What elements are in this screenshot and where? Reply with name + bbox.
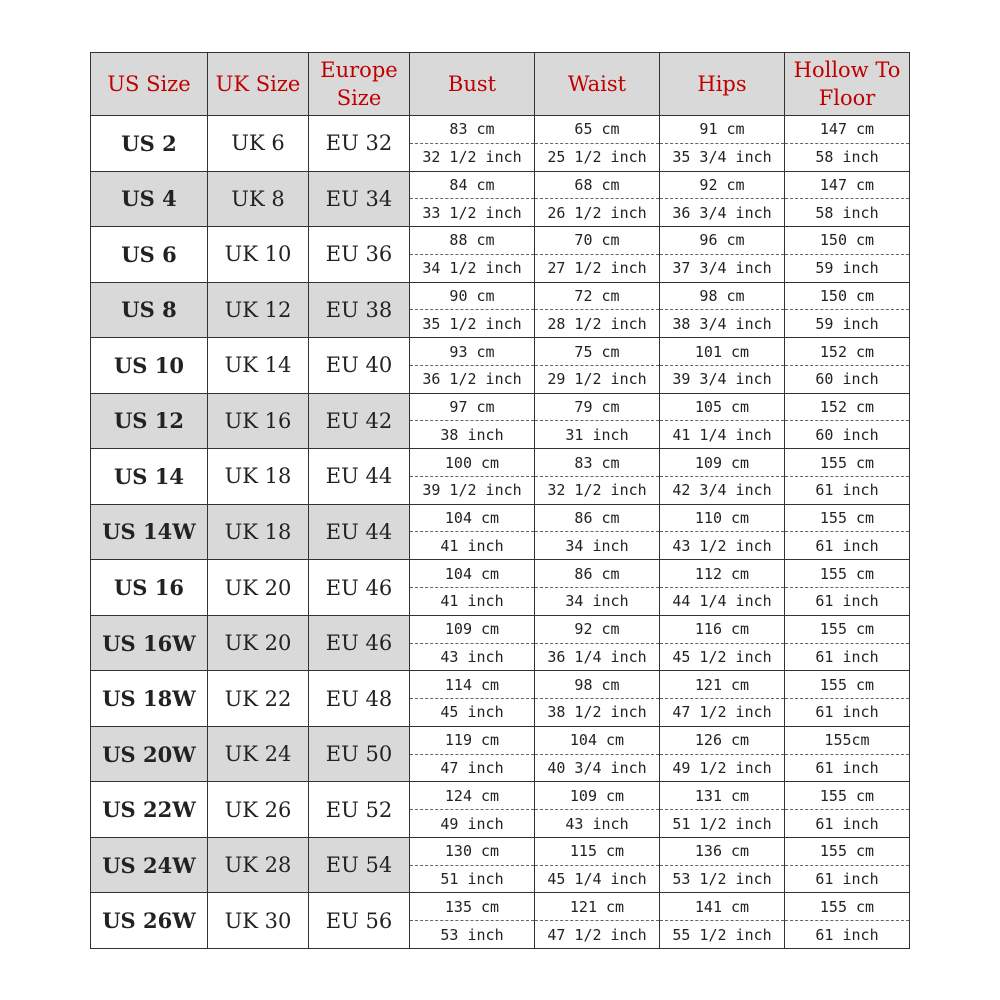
hollow-to-floor-inch-cell: 60 inch: [785, 421, 910, 449]
uk-size-cell: UK 30: [208, 893, 309, 949]
size-row: [91, 726, 910, 754]
size-chart-table: [90, 52, 910, 949]
hollow-to-floor-cm-cell: 152 cm: [785, 338, 910, 366]
hollow-to-floor-inch-cell: 61 inch: [785, 810, 910, 838]
bust-cm-cell: 83 cm: [410, 116, 535, 144]
size-row: [91, 116, 910, 144]
waist-inch-cell: 36 1/4 inch: [535, 643, 660, 671]
size-row: [91, 171, 910, 199]
size-row: [91, 227, 910, 255]
hollow-to-floor-inch-cell: 61 inch: [785, 921, 910, 949]
uk-size-cell: UK 18: [208, 504, 309, 560]
eu-size-cell: EU 34: [309, 171, 410, 227]
uk-size-cell: UK 10: [208, 227, 309, 283]
hollow-to-floor-cm-cell: 155 cm: [785, 615, 910, 643]
waist-inch-cell: 40 3/4 inch: [535, 754, 660, 782]
hips-cm-cell: 116 cm: [660, 615, 785, 643]
header-us-size: US Size: [91, 53, 208, 116]
us-size-cell: US 20W: [91, 726, 208, 782]
us-size-cell: US 2: [91, 116, 208, 172]
hips-inch-cell: 35 3/4 inch: [660, 143, 785, 171]
hollow-to-floor-inch-cell: 61 inch: [785, 865, 910, 893]
us-size-cell: US 8: [91, 282, 208, 338]
bust-cm-cell: 93 cm: [410, 338, 535, 366]
header-row: [91, 53, 910, 116]
bust-cm-cell: 130 cm: [410, 837, 535, 865]
hips-inch-cell: 37 3/4 inch: [660, 254, 785, 282]
header-europe-size: Europe Size: [309, 53, 410, 116]
hollow-to-floor-cm-cell: 155 cm: [785, 560, 910, 588]
hips-inch-cell: 42 3/4 inch: [660, 476, 785, 504]
bust-cm-cell: 104 cm: [410, 504, 535, 532]
hips-cm-cell: 126 cm: [660, 726, 785, 754]
hollow-to-floor-cm-cell: 155cm: [785, 726, 910, 754]
hollow-to-floor-cm-cell: 155 cm: [785, 837, 910, 865]
uk-size-cell: UK 14: [208, 338, 309, 394]
hips-cm-cell: 96 cm: [660, 227, 785, 255]
waist-cm-cell: 65 cm: [535, 116, 660, 144]
waist-cm-cell: 72 cm: [535, 282, 660, 310]
waist-inch-cell: 34 inch: [535, 532, 660, 560]
us-size-cell: US 10: [91, 338, 208, 394]
bust-cm-cell: 97 cm: [410, 393, 535, 421]
eu-size-cell: EU 32: [309, 116, 410, 172]
eu-size-cell: EU 42: [309, 393, 410, 449]
hollow-to-floor-inch-cell: 60 inch: [785, 365, 910, 393]
hips-cm-cell: 131 cm: [660, 782, 785, 810]
waist-cm-cell: 75 cm: [535, 338, 660, 366]
uk-size-cell: UK 18: [208, 449, 309, 505]
bust-inch-cell: 39 1/2 inch: [410, 476, 535, 504]
hips-inch-cell: 39 3/4 inch: [660, 365, 785, 393]
hips-cm-cell: 136 cm: [660, 837, 785, 865]
bust-inch-cell: 43 inch: [410, 643, 535, 671]
bust-inch-cell: 32 1/2 inch: [410, 143, 535, 171]
hips-inch-cell: 41 1/4 inch: [660, 421, 785, 449]
us-size-cell: US 24W: [91, 837, 208, 893]
bust-inch-cell: 51 inch: [410, 865, 535, 893]
hips-inch-cell: 53 1/2 inch: [660, 865, 785, 893]
hips-cm-cell: 121 cm: [660, 671, 785, 699]
hips-inch-cell: 55 1/2 inch: [660, 921, 785, 949]
hollow-to-floor-inch-cell: 61 inch: [785, 532, 910, 560]
bust-cm-cell: 135 cm: [410, 893, 535, 921]
eu-size-cell: EU 38: [309, 282, 410, 338]
eu-size-cell: EU 40: [309, 338, 410, 394]
bust-cm-cell: 84 cm: [410, 171, 535, 199]
hollow-to-floor-cm-cell: 150 cm: [785, 282, 910, 310]
us-size-cell: US 26W: [91, 893, 208, 949]
waist-inch-cell: 38 1/2 inch: [535, 699, 660, 727]
bust-cm-cell: 100 cm: [410, 449, 535, 477]
hollow-to-floor-cm-cell: 150 cm: [785, 227, 910, 255]
eu-size-cell: EU 46: [309, 560, 410, 616]
eu-size-cell: EU 36: [309, 227, 410, 283]
bust-inch-cell: 41 inch: [410, 532, 535, 560]
hips-inch-cell: 51 1/2 inch: [660, 810, 785, 838]
hollow-to-floor-inch-cell: 61 inch: [785, 476, 910, 504]
waist-cm-cell: 109 cm: [535, 782, 660, 810]
hollow-to-floor-cm-cell: 155 cm: [785, 671, 910, 699]
waist-inch-cell: 34 inch: [535, 588, 660, 616]
hips-inch-cell: 43 1/2 inch: [660, 532, 785, 560]
us-size-cell: US 22W: [91, 782, 208, 838]
waist-inch-cell: 45 1/4 inch: [535, 865, 660, 893]
waist-cm-cell: 121 cm: [535, 893, 660, 921]
hips-cm-cell: 112 cm: [660, 560, 785, 588]
eu-size-cell: EU 44: [309, 449, 410, 505]
waist-inch-cell: 26 1/2 inch: [535, 199, 660, 227]
waist-cm-cell: 104 cm: [535, 726, 660, 754]
hips-inch-cell: 47 1/2 inch: [660, 699, 785, 727]
hips-cm-cell: 109 cm: [660, 449, 785, 477]
us-size-cell: US 16: [91, 560, 208, 616]
bust-cm-cell: 90 cm: [410, 282, 535, 310]
bust-inch-cell: 47 inch: [410, 754, 535, 782]
hollow-to-floor-cm-cell: 155 cm: [785, 504, 910, 532]
size-row: [91, 560, 910, 588]
table-body: [91, 116, 910, 949]
bust-cm-cell: 104 cm: [410, 560, 535, 588]
size-row: [91, 504, 910, 532]
waist-cm-cell: 86 cm: [535, 560, 660, 588]
us-size-cell: US 14W: [91, 504, 208, 560]
header-hollow-to-floor: Hollow To Floor: [785, 53, 910, 116]
us-size-cell: US 6: [91, 227, 208, 283]
hollow-to-floor-inch-cell: 61 inch: [785, 754, 910, 782]
waist-inch-cell: 27 1/2 inch: [535, 254, 660, 282]
us-size-cell: US 16W: [91, 615, 208, 671]
size-row: [91, 615, 910, 643]
bust-cm-cell: 109 cm: [410, 615, 535, 643]
waist-cm-cell: 83 cm: [535, 449, 660, 477]
hollow-to-floor-inch-cell: 59 inch: [785, 310, 910, 338]
size-row: [91, 782, 910, 810]
hips-cm-cell: 141 cm: [660, 893, 785, 921]
eu-size-cell: EU 54: [309, 837, 410, 893]
waist-cm-cell: 79 cm: [535, 393, 660, 421]
bust-inch-cell: 53 inch: [410, 921, 535, 949]
waist-cm-cell: 92 cm: [535, 615, 660, 643]
hollow-to-floor-inch-cell: 58 inch: [785, 199, 910, 227]
header-bust: Bust: [410, 53, 535, 116]
bust-inch-cell: 33 1/2 inch: [410, 199, 535, 227]
eu-size-cell: EU 46: [309, 615, 410, 671]
hips-inch-cell: 36 3/4 inch: [660, 199, 785, 227]
waist-cm-cell: 98 cm: [535, 671, 660, 699]
bust-inch-cell: 49 inch: [410, 810, 535, 838]
hips-cm-cell: 105 cm: [660, 393, 785, 421]
uk-size-cell: UK 16: [208, 393, 309, 449]
size-row: [91, 893, 910, 921]
bust-inch-cell: 35 1/2 inch: [410, 310, 535, 338]
hollow-to-floor-inch-cell: 61 inch: [785, 588, 910, 616]
size-row: [91, 671, 910, 699]
hips-inch-cell: 45 1/2 inch: [660, 643, 785, 671]
hips-cm-cell: 110 cm: [660, 504, 785, 532]
waist-inch-cell: 32 1/2 inch: [535, 476, 660, 504]
eu-size-cell: EU 56: [309, 893, 410, 949]
waist-inch-cell: 43 inch: [535, 810, 660, 838]
hollow-to-floor-inch-cell: 61 inch: [785, 699, 910, 727]
hollow-to-floor-inch-cell: 58 inch: [785, 143, 910, 171]
hips-cm-cell: 101 cm: [660, 338, 785, 366]
waist-cm-cell: 70 cm: [535, 227, 660, 255]
hollow-to-floor-cm-cell: 155 cm: [785, 893, 910, 921]
uk-size-cell: UK 20: [208, 615, 309, 671]
uk-size-cell: UK 26: [208, 782, 309, 838]
us-size-cell: US 12: [91, 393, 208, 449]
uk-size-cell: UK 12: [208, 282, 309, 338]
bust-inch-cell: 45 inch: [410, 699, 535, 727]
uk-size-cell: UK 20: [208, 560, 309, 616]
size-row: [91, 282, 910, 310]
hollow-to-floor-cm-cell: 147 cm: [785, 171, 910, 199]
uk-size-cell: UK 6: [208, 116, 309, 172]
eu-size-cell: EU 48: [309, 671, 410, 727]
eu-size-cell: EU 44: [309, 504, 410, 560]
hollow-to-floor-cm-cell: 147 cm: [785, 116, 910, 144]
bust-inch-cell: 41 inch: [410, 588, 535, 616]
header-waist: Waist: [535, 53, 660, 116]
us-size-cell: US 14: [91, 449, 208, 505]
uk-size-cell: UK 28: [208, 837, 309, 893]
uk-size-cell: UK 22: [208, 671, 309, 727]
hollow-to-floor-inch-cell: 61 inch: [785, 643, 910, 671]
waist-inch-cell: 31 inch: [535, 421, 660, 449]
bust-inch-cell: 34 1/2 inch: [410, 254, 535, 282]
hips-inch-cell: 38 3/4 inch: [660, 310, 785, 338]
uk-size-cell: UK 8: [208, 171, 309, 227]
hollow-to-floor-inch-cell: 59 inch: [785, 254, 910, 282]
uk-size-cell: UK 24: [208, 726, 309, 782]
size-row: [91, 338, 910, 366]
hips-inch-cell: 44 1/4 inch: [660, 588, 785, 616]
waist-cm-cell: 86 cm: [535, 504, 660, 532]
bust-cm-cell: 124 cm: [410, 782, 535, 810]
hollow-to-floor-cm-cell: 155 cm: [785, 782, 910, 810]
waist-inch-cell: 47 1/2 inch: [535, 921, 660, 949]
header-hips: Hips: [660, 53, 785, 116]
hips-cm-cell: 92 cm: [660, 171, 785, 199]
bust-cm-cell: 88 cm: [410, 227, 535, 255]
size-row: [91, 449, 910, 477]
eu-size-cell: EU 50: [309, 726, 410, 782]
size-row: [91, 837, 910, 865]
waist-inch-cell: 29 1/2 inch: [535, 365, 660, 393]
us-size-cell: US 4: [91, 171, 208, 227]
us-size-cell: US 18W: [91, 671, 208, 727]
bust-inch-cell: 38 inch: [410, 421, 535, 449]
eu-size-cell: EU 52: [309, 782, 410, 838]
waist-inch-cell: 25 1/2 inch: [535, 143, 660, 171]
hollow-to-floor-cm-cell: 152 cm: [785, 393, 910, 421]
hollow-to-floor-cm-cell: 155 cm: [785, 449, 910, 477]
bust-inch-cell: 36 1/2 inch: [410, 365, 535, 393]
bust-cm-cell: 119 cm: [410, 726, 535, 754]
hips-cm-cell: 91 cm: [660, 116, 785, 144]
waist-inch-cell: 28 1/2 inch: [535, 310, 660, 338]
hips-inch-cell: 49 1/2 inch: [660, 754, 785, 782]
header-uk-size: UK Size: [208, 53, 309, 116]
bust-cm-cell: 114 cm: [410, 671, 535, 699]
hips-cm-cell: 98 cm: [660, 282, 785, 310]
waist-cm-cell: 115 cm: [535, 837, 660, 865]
size-row: [91, 393, 910, 421]
waist-cm-cell: 68 cm: [535, 171, 660, 199]
